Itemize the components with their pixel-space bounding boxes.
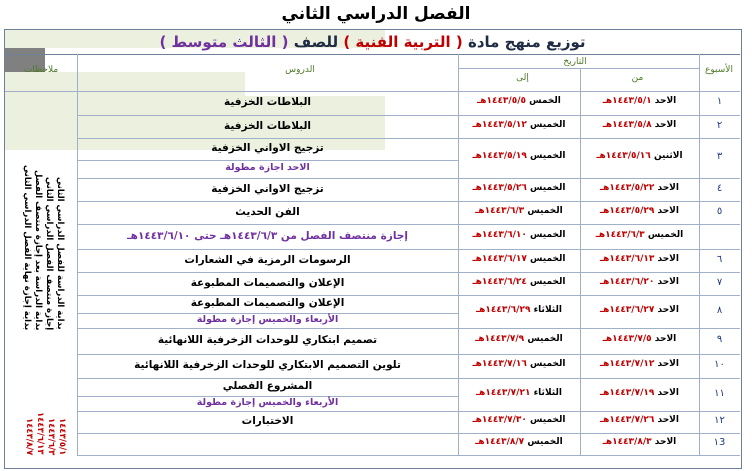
schedule-table (4, 29, 742, 469)
date-from (580, 254, 699, 264)
week-number: ٤ (716, 182, 723, 194)
from-day: الاحد (654, 334, 677, 344)
from-day: الاحد (657, 182, 679, 193)
date-from (580, 334, 699, 344)
from-date: ١٤٤٣/٦/٢٠هـ (600, 276, 655, 287)
lesson-title: تزجيج الاواني الخزفية (211, 182, 324, 195)
date-to (458, 96, 580, 106)
date-from (580, 96, 699, 106)
row-divider (77, 378, 740, 379)
to-date: ١٤٤٣/٦/١٧هـ (472, 253, 527, 264)
to-day: الخميس (527, 205, 563, 216)
row-divider (77, 455, 740, 456)
week-number: ٩ (716, 334, 723, 345)
lesson-title: الإعلان والتصميمات المطبوعة (190, 276, 345, 289)
lesson-title: تلوين التصميم الابتكاري للوحدات الزخرفية اللانهائية (134, 359, 401, 371)
from-date: ١٤٤٣/٥/٨هـ (602, 119, 652, 130)
week-number: ٧ (716, 276, 723, 288)
to-day: الخميس (527, 437, 563, 447)
row-divider (77, 249, 740, 250)
date-from (580, 305, 699, 315)
from-date: ١٤٤٣/٥/٢٩هـ (600, 205, 655, 216)
to-day: الخميس (530, 151, 566, 161)
to-date: ١٤٤٣/٧/٣٠هـ (472, 415, 527, 425)
from-day: الاحد (654, 119, 677, 130)
week-number: ١٢ (714, 415, 725, 426)
to-day: الخميس (530, 119, 566, 130)
to-date: ١٤٤٣/٧/٢١هـ (476, 387, 531, 398)
date-from (580, 415, 699, 425)
subtitle-grade-label: للصف (293, 33, 339, 51)
row-divider (77, 411, 740, 412)
from-day: الاحد (657, 253, 679, 264)
date-to (458, 254, 580, 264)
from-day: الاحد (654, 96, 677, 106)
date-to (458, 277, 580, 287)
column-divider (699, 54, 700, 455)
week-number: ٢ (716, 119, 723, 131)
lesson-title: المشروع الفصلي (222, 380, 313, 392)
date-from (580, 183, 699, 193)
week-number: ٥ (716, 205, 723, 217)
from-day: الاحد (654, 437, 677, 447)
date-from (580, 277, 699, 287)
remarks-black (21, 110, 65, 330)
date-from (580, 151, 699, 161)
date-from (580, 120, 699, 130)
remark-date: ١٤٤٣/٨/٧ (24, 417, 34, 455)
to-day: الخميس (530, 415, 566, 425)
to-day: الثلاثاء (533, 304, 562, 315)
date-to (458, 230, 580, 240)
week-number: ١١ (714, 387, 725, 399)
from-date: ١٤٤٣/٧/١٩هـ (600, 387, 655, 398)
date-from (580, 206, 699, 216)
date-to (458, 151, 580, 161)
date-from (580, 388, 699, 398)
from-date: ١٤٤٣/٧/٢٦هـ (600, 415, 655, 425)
remark-date: ١٤٤٣/٦/٣ (46, 417, 56, 455)
header-from: من (631, 73, 644, 83)
remarks-red (23, 305, 67, 455)
header-lessons: الدروس (285, 65, 315, 75)
lesson-note: الأربعاء والخميس إجازة مطولة (196, 396, 339, 408)
row-divider (77, 178, 740, 179)
remark-date: ١٤٤٣/٦/١٣ (35, 412, 45, 455)
from-day: الاحد (657, 205, 679, 216)
date-header-divider (458, 68, 699, 69)
page-title: الفصل الدراسي الثاني (281, 4, 471, 24)
to-date: ١٤٤٣/٥/١٢هـ (472, 119, 527, 130)
to-day: الخميس (530, 359, 566, 369)
from-date: ١٤٤٣/٥/١٦هـ (596, 151, 651, 161)
column-divider (77, 54, 78, 455)
to-day: الخميس (527, 334, 563, 344)
row-divider (77, 354, 740, 355)
remark-text: بداية الدراسة بعد إجازة منتصف الفصل (33, 169, 43, 330)
week-number: ٦ (716, 253, 723, 265)
to-day: الخميس (530, 276, 566, 287)
to-day: الخميس (530, 229, 566, 240)
week-number: ١3 (713, 437, 726, 448)
row-divider (77, 328, 740, 329)
from-day: الاحد (657, 359, 679, 369)
date-to (458, 120, 580, 130)
to-day: الخميس (530, 253, 566, 264)
from-day: الاحد (657, 387, 679, 398)
to-date: ١٤٤٣/٦/٢٤هـ (472, 276, 527, 287)
to-date: ١٤٤٣/٥/٢٦هـ (472, 182, 527, 193)
subtitle-prefix: توزيع منهج مادة (467, 33, 586, 51)
lesson-note: الاحد اجازة مطولة (225, 162, 310, 173)
week-number: ٨ (716, 304, 723, 316)
date-to (458, 437, 580, 447)
header-week: الأسبوع (705, 65, 733, 75)
lesson-note: الأربعاء والخميس إجازة مطولة (196, 313, 339, 325)
from-day: الاحد (657, 415, 679, 425)
from-day: الاحد (657, 304, 679, 315)
from-date: ١٤٤٣/٥/٢٢هـ (600, 182, 655, 193)
date-to (458, 206, 580, 216)
subtitle-subject: ( التربية الفنية ) (343, 33, 463, 51)
row-divider (77, 272, 740, 273)
from-date: ١٤٤٣/٥/١هـ (602, 96, 652, 106)
remark-text: بداية إجازة نهاية الفصل الدراسي الثاني (22, 164, 32, 330)
lesson-title: الاختبارات (241, 415, 294, 427)
to-date: ١٤٤٣/٨/٧هـ (475, 437, 525, 447)
to-date: ١٤٤٣/٦/٣هـ (475, 205, 525, 216)
date-to (458, 305, 580, 315)
to-date: ١٤٤٣/٥/٥هـ (477, 96, 526, 106)
column-divider (458, 54, 459, 455)
lesson-title: البلاطات الخزفية (223, 119, 311, 132)
lesson-title: الرسومات الرمزية في الشعارات (184, 253, 351, 266)
date-to (458, 334, 580, 344)
row-divider (77, 295, 740, 296)
row-divider (77, 224, 740, 225)
row-divider (77, 201, 740, 202)
date-from (580, 437, 699, 447)
week-number: ٣ (716, 151, 723, 162)
from-date: ١٤٤٣/٦/١٣هـ (600, 253, 655, 264)
row-divider (77, 433, 740, 434)
to-day: الخمس (529, 96, 561, 106)
from-date: ١٤٤٣/٦/٢٧هـ (600, 304, 655, 315)
lesson-title: إجازة منتصف الفصل من ١٤٤٣/٦/٣هـ حتى ١٤٤٣/٦/١٠هـ (127, 229, 408, 242)
column-divider (580, 68, 581, 455)
to-date: ١٤٤٣/٦/٢٩هـ (476, 304, 531, 315)
remark-text: إجازة منتصف الفصل الدراسي الثاني (44, 176, 54, 330)
to-date: ١٤٤٣/٦/١٠هـ (472, 229, 527, 240)
note-divider (77, 160, 458, 161)
header-date: التاريخ (563, 57, 587, 67)
date-to (458, 183, 580, 193)
from-day: الاثنين (653, 151, 683, 161)
header-to: إلى (516, 73, 529, 83)
to-date: ١٤٤٣/٧/١٦هـ (472, 359, 527, 369)
from-date: ١٤٤٣/٧/١٢هـ (600, 359, 655, 369)
header-divider (5, 91, 740, 92)
to-date: ١٤٤٣/٥/١٩هـ (472, 151, 527, 161)
from-day: الاحد (657, 276, 679, 287)
week-number: ١٠ (714, 359, 725, 370)
row-divider (77, 115, 740, 116)
lesson-title: الفن الحديث (235, 205, 300, 218)
from-date: ١٤٤٣/٧/٥هـ (602, 334, 652, 344)
to-day: الخميس (530, 182, 566, 193)
date-from (580, 359, 699, 369)
to-date: ١٤٤٣/٧/٩هـ (475, 334, 525, 344)
subtitle-grade: ( الثالث متوسط ) (159, 33, 289, 51)
date-to (458, 359, 580, 369)
from-date: ١٤٤٣/٨/٣هـ (602, 437, 652, 447)
week-number: ١ (716, 96, 723, 107)
lesson-title: البلاطات الخزفية (223, 96, 311, 108)
remark-text: بداية الدراسة للفصل الدراسي الثاني (55, 177, 65, 330)
table-subtitle (5, 30, 740, 55)
lesson-title: الإعلان والتصميمات المطبوعة (190, 297, 345, 309)
from-day: الخميس (647, 229, 684, 240)
to-day: الثلاثاء (533, 387, 562, 398)
row-divider (77, 138, 740, 139)
from-date: ١٤٤٣/٦/٣هـ (595, 229, 645, 240)
lesson-title: تزجيج الاواني الخزفية (211, 142, 324, 154)
remark-date: ١٤٤٣/٥/١ (57, 417, 67, 455)
lesson-title: تصميم ابتكاري للوحدات الزخرفية اللانهائية (157, 334, 378, 346)
date-to (458, 415, 580, 425)
date-from (580, 230, 699, 240)
header-remarks: ملاحظات (23, 65, 59, 75)
date-to (458, 388, 580, 398)
